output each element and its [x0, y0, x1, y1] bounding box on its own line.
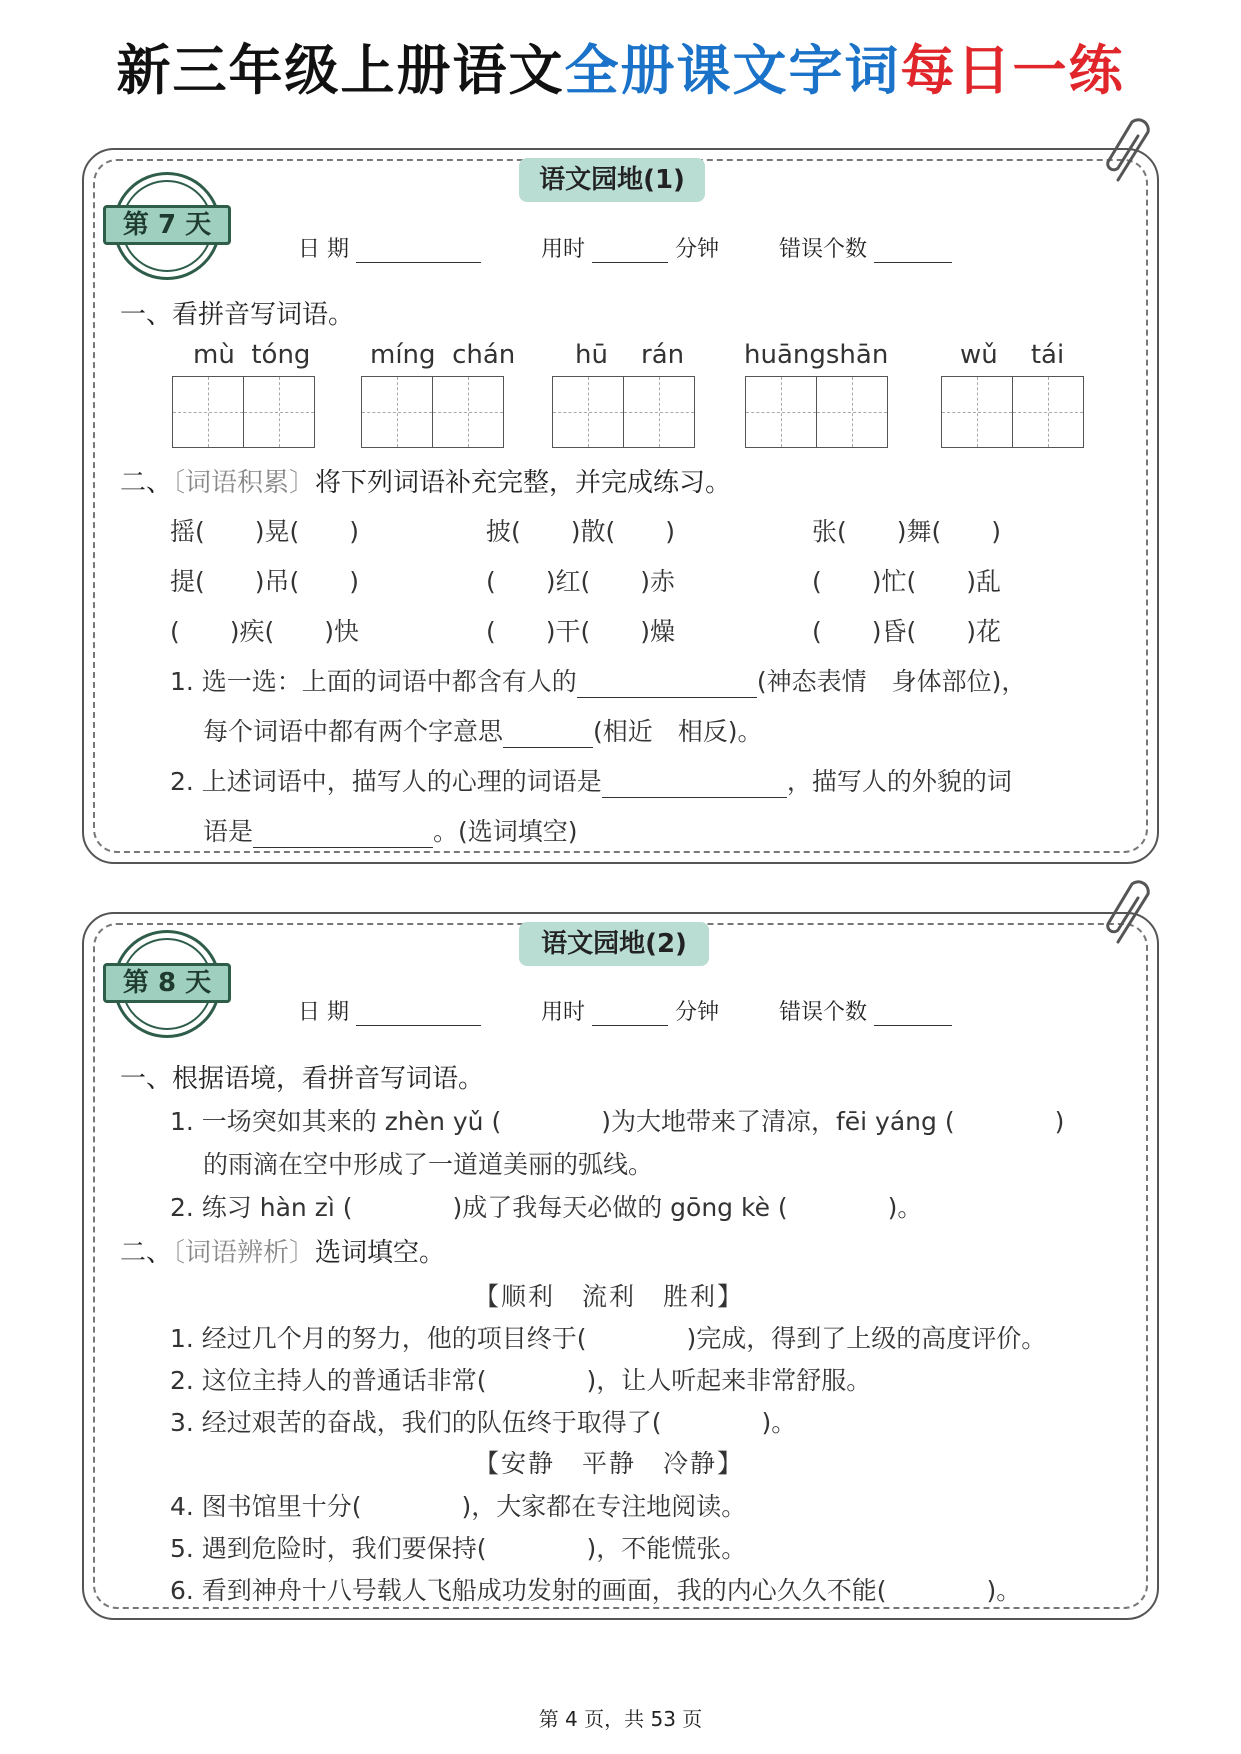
date-label: 日 期	[298, 237, 349, 262]
errors-field[interactable]	[874, 238, 952, 263]
tianzi-box[interactable]	[552, 376, 624, 448]
date-field[interactable]	[356, 1001, 481, 1026]
paperclip-icon	[1100, 880, 1160, 950]
tianzi-box[interactable]	[432, 376, 504, 448]
page-footer: 第 4 页，共 53 页	[538, 1707, 703, 1731]
answer-blank[interactable]	[602, 775, 787, 798]
sentence: 3. 经过艰苦的奋战，我们的队伍终于取得了( )。	[170, 1408, 797, 1437]
section-tab: 语文园地(1)	[519, 158, 705, 202]
tianzi-box[interactable]	[623, 376, 695, 448]
word-accumulation-tag: 〔词语积累〕	[172, 468, 316, 498]
tianzi-box[interactable]	[243, 376, 315, 448]
word-choices-2: 【安静 平静 冷静】	[474, 1449, 745, 1478]
answer-blank[interactable]	[253, 825, 433, 848]
fill-row: 提( )吊( ) ( )红( )赤 ( )忙( )乱	[170, 567, 1002, 596]
day-label: 第 7 天	[103, 205, 231, 245]
word-choices-1: 【顺利 流利 胜利】	[474, 1282, 745, 1311]
exercise-2-cont: 语是 。(选词填空)	[203, 817, 578, 846]
minutes-label: 分钟	[675, 237, 720, 262]
question-2-title: 二、〔词语辨析〕选词填空。	[120, 1238, 446, 1268]
fill-row: ( )疾( )快 ( )干( )燥 ( )昏( )花	[170, 617, 1002, 646]
word-analysis-tag: 〔词语辨析〕	[172, 1238, 316, 1268]
section-tab: 语文园地(2)	[519, 922, 709, 966]
title-part-2: 全册课文字词	[564, 39, 901, 102]
sentence: 2. 这位主持人的普通话非常( )，让人听起来非常舒服。	[170, 1366, 872, 1395]
day-badge	[103, 172, 233, 282]
minutes-label: 分钟	[675, 1000, 720, 1025]
pinyin-4: huāngshān	[744, 340, 889, 370]
sentence: 1. 经过几个月的努力，他的项目终于( )完成，得到了上级的高度评价。	[170, 1324, 1047, 1353]
pinyin-1: mù tóng	[193, 340, 311, 370]
tianzi-box[interactable]	[745, 376, 817, 448]
tianzi-box[interactable]	[172, 376, 244, 448]
time-field[interactable]	[592, 238, 668, 263]
errors-label: 错误个数	[779, 1000, 868, 1025]
sentence: 5. 遇到危险时，我们要保持( )，不能慌张。	[170, 1534, 747, 1563]
exercise-1: 1. 选一选：上面的词语中都含有人的 (神态表情 身体部位)，	[170, 667, 1027, 696]
tianzi-box[interactable]	[941, 376, 1013, 448]
answer-blank[interactable]	[503, 725, 593, 748]
tianzi-box[interactable]	[816, 376, 888, 448]
question-2-title: 二、〔词语积累〕将下列词语补充完整，并完成练习。	[120, 468, 732, 498]
errors-field[interactable]	[874, 1001, 952, 1026]
info-row	[298, 232, 952, 263]
page-title	[0, 28, 1241, 105]
tianzi-box[interactable]	[361, 376, 433, 448]
pinyin-5: wǔ tái	[960, 340, 1065, 370]
errors-label: 错误个数	[779, 237, 868, 262]
fill-row: 摇( )晃( ) 披( )散( ) 张( )舞( )	[170, 517, 1002, 546]
question-1-title: 一、根据语境，看拼音写词语。	[120, 1064, 485, 1094]
sentence: 6. 看到神舟十八号载人飞船成功发射的画面，我的内心久久不能( )。	[170, 1576, 1022, 1605]
tianzi-box[interactable]	[1012, 376, 1084, 448]
day-badge	[103, 930, 233, 1040]
time-label: 用时	[541, 1000, 586, 1025]
exercise-1-cont: 每个词语中都有两个字意思 (相近 相反)。	[203, 717, 763, 746]
time-field[interactable]	[592, 1001, 668, 1026]
day-label: 第 8 天	[103, 963, 231, 1003]
date-field[interactable]	[356, 238, 481, 263]
pinyin-2: míng chán	[370, 340, 516, 370]
info-row	[298, 995, 952, 1026]
paperclip-icon	[1100, 118, 1160, 188]
answer-blank[interactable]	[577, 675, 757, 698]
sentence: 2. 练习 hàn zì ( )成了我每天必做的 gōng kè ( )。	[170, 1193, 923, 1222]
time-label: 用时	[541, 237, 586, 262]
question-1-title: 一、看拼音写词语。	[120, 300, 355, 330]
title-part-3: 每日一练	[900, 39, 1125, 102]
sentence: 的雨滴在空中形成了一道道美丽的弧线。	[203, 1150, 654, 1179]
date-label: 日 期	[298, 1000, 349, 1025]
sentence: 1. 一场突如其来的 zhèn yǔ ( )为大地带来了清凉，fēi yáng ( )	[170, 1107, 1065, 1136]
card-dashed-border	[93, 159, 1148, 853]
exercise-2: 2. 上述词语中，描写人的心理的词语是 ，描写人的外貌的词	[170, 767, 1012, 796]
title-part-1: 新三年级上册语文	[116, 39, 565, 102]
pinyin-3: hū rán	[575, 340, 685, 370]
sentence: 4. 图书馆里十分( )，大家都在专注地阅读。	[170, 1492, 747, 1521]
